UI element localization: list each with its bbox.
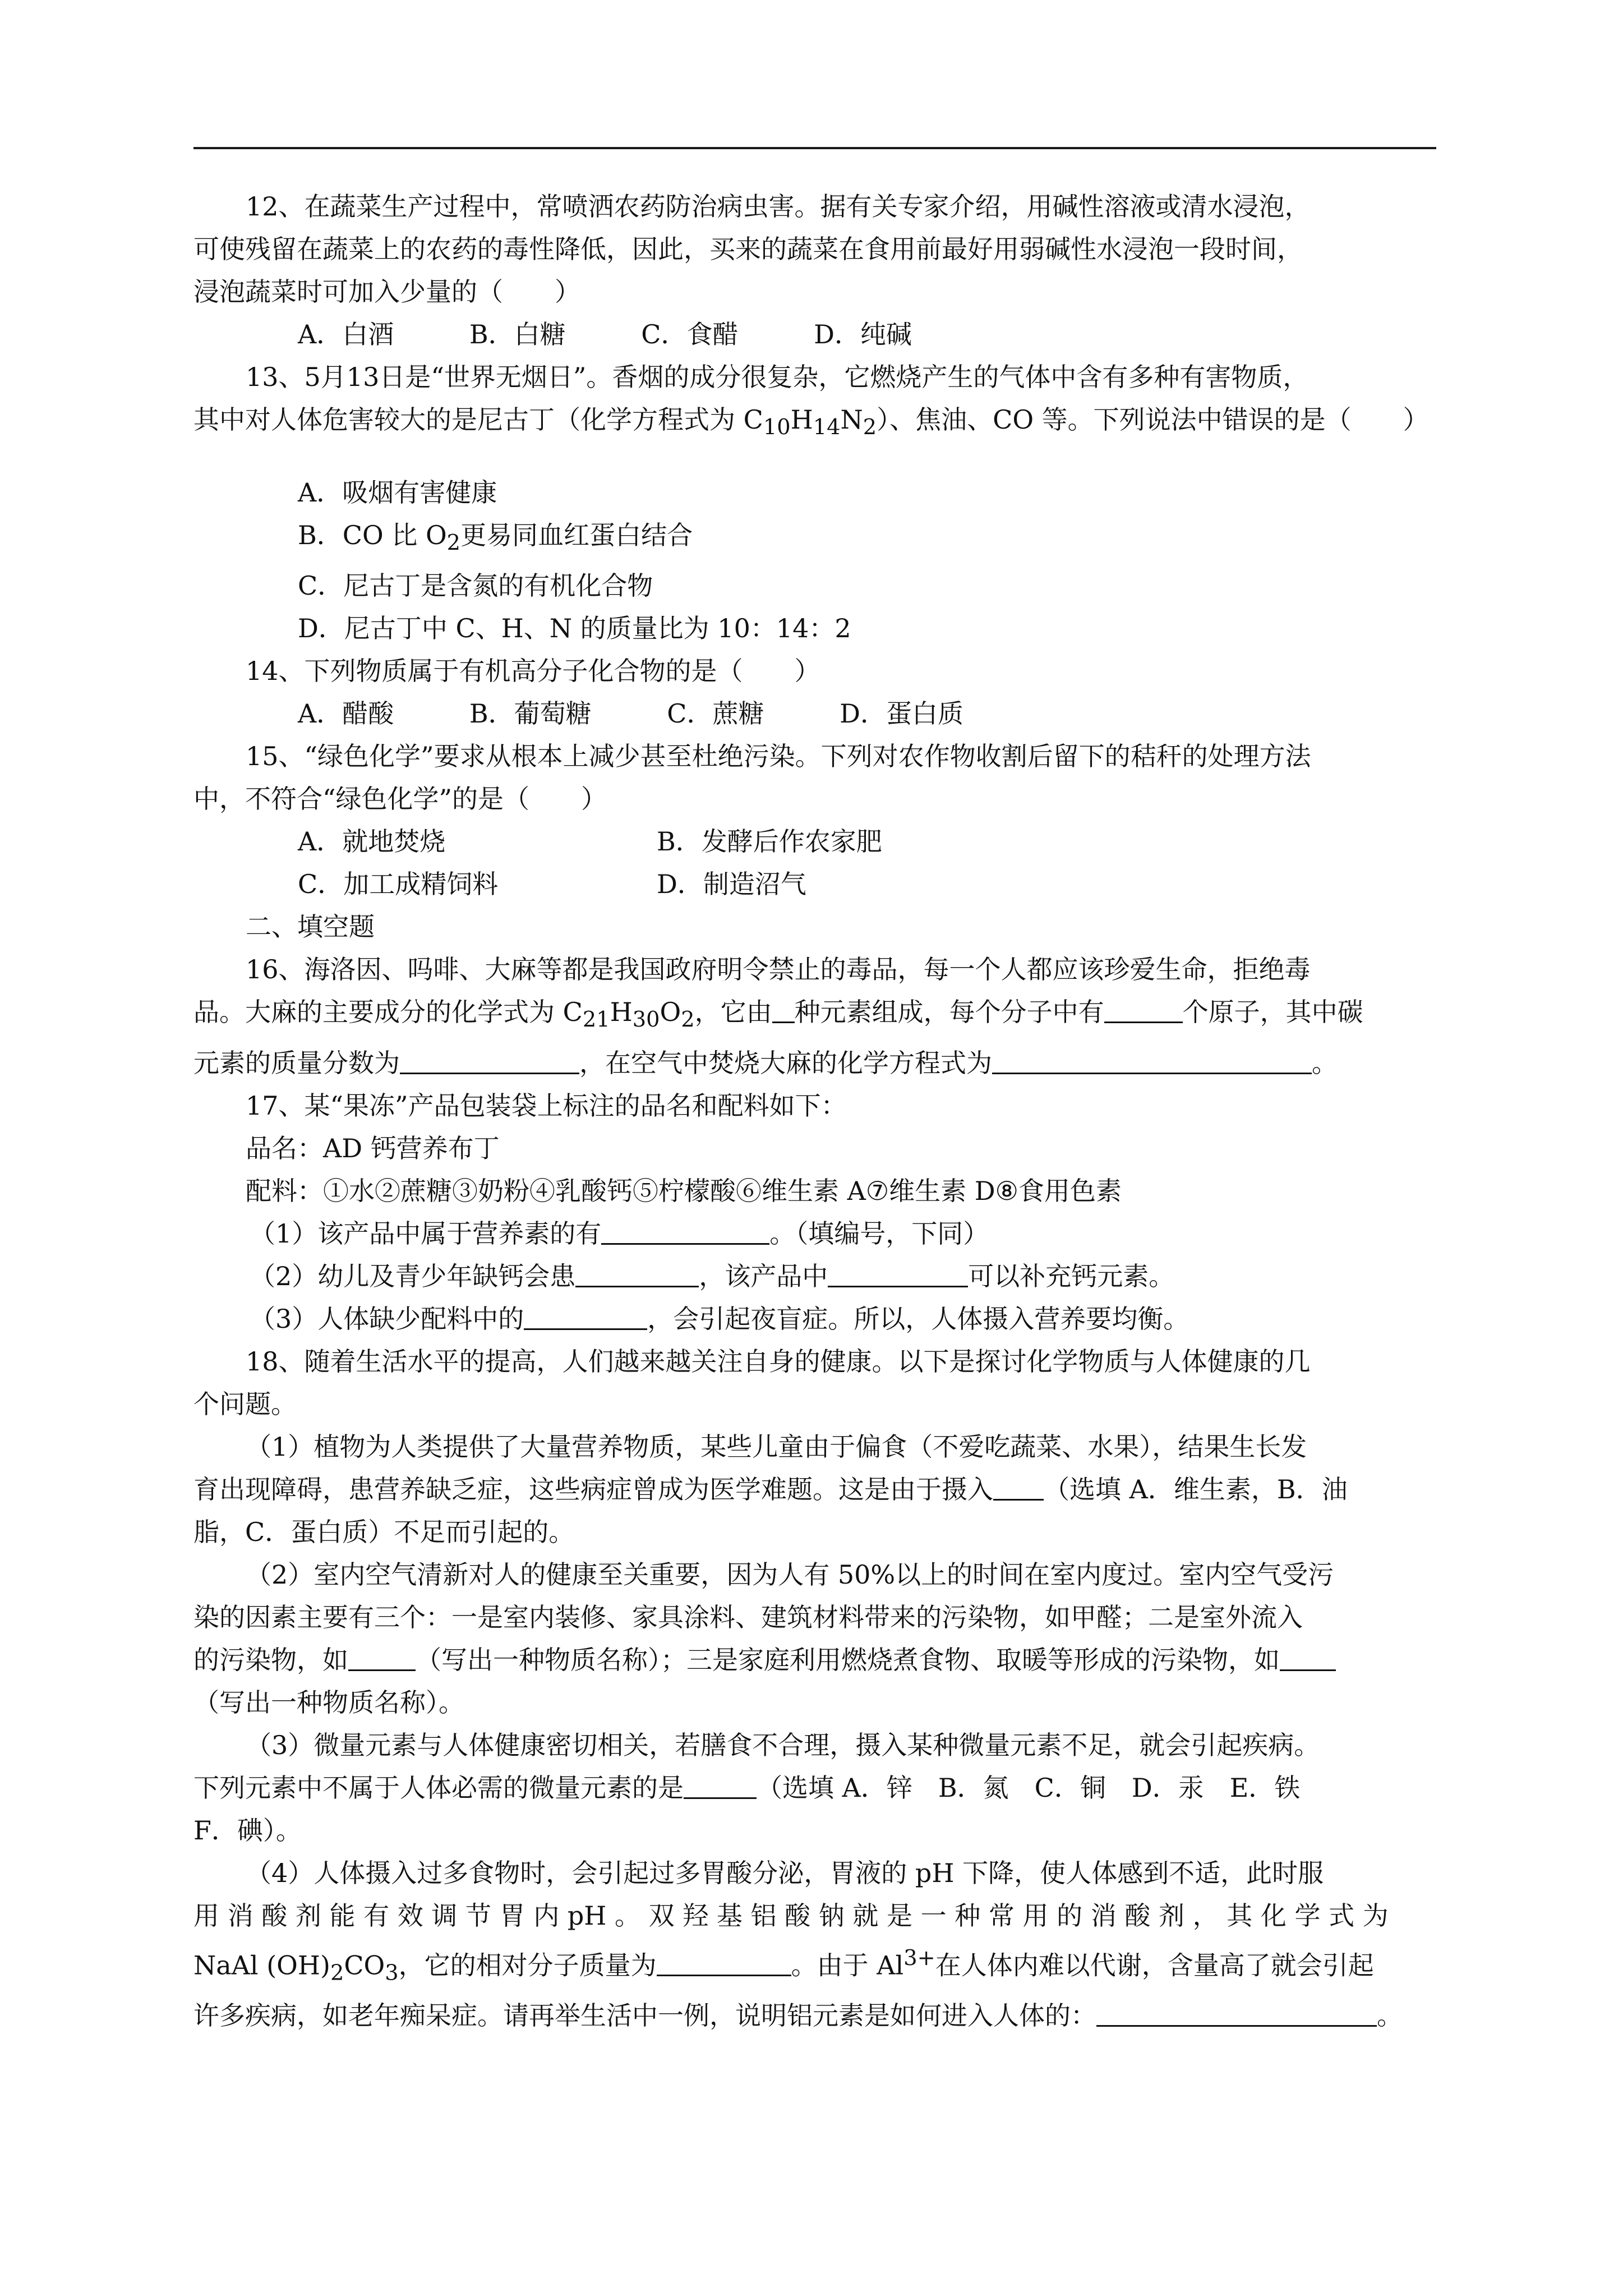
header-rule [193, 147, 1436, 149]
question-13 [193, 356, 1436, 650]
q17-blank-1[interactable] [601, 1217, 769, 1245]
q15-options-row1 [193, 820, 1436, 863]
q17-blank-2b[interactable] [828, 1260, 968, 1287]
q15-line1: 15、“绿色化学”要求从根本上减少甚至杜绝污染。下列对农作物收割后留下的秸秆的处理方法 [246, 741, 1311, 772]
q18-p2-line1: （2）室内空气清新对人的健康至关重要，因为人有 50%以上的时间在室内度过。室内空气受污 [246, 1559, 1334, 1590]
q13-option-b: B．CO 比 $O_2$更易同血红蛋白结合 [298, 520, 693, 556]
q12-option-b: B．白糖 [469, 319, 566, 349]
q18-line2: 个问题。 [193, 1388, 297, 1419]
q18-p4-line2: 用 消 酸 剂 能 有 效 调 节 胃 内 pH 。 双 羟 基 铝 酸 钠 就 是 一 种 常 用 的 消 酸 剂 ， 其 化 学 式 为 [193, 1900, 1389, 1931]
q16-blank-mass-fraction[interactable] [400, 1047, 579, 1074]
q18-p2-line2: 染的因素主要有三个：一是室内装修、家具涂料、建筑材料带来的污染物，如甲醛；二是室外流入 [193, 1602, 1303, 1632]
q13-line1: 13、5月13日是“世界无烟日”。香烟的成分很复杂，它燃烧产生的气体中含有多种有害物质， [246, 362, 1309, 392]
q15-option-d: D．制造沼气 [657, 869, 806, 900]
q18-blank-1[interactable] [993, 1473, 1044, 1501]
q18-p4-line4: 许多疾病，如老年痴呆症。请再举生活中一例，说明铝元素是如何进入人体的： 。 [193, 2000, 1403, 2031]
q18-p1-line1: （1）植物为人类提供了大量营养物质，某些儿童由于偏食（不爱吃蔬菜、水果），结果生长发 [246, 1431, 1307, 1462]
q16-blank-atoms[interactable] [1104, 996, 1183, 1023]
q16-line3: 元素的质量分数为 ，在空气中焚烧大麻的化学方程式为 。 [193, 1047, 1338, 1078]
q17-product-name: 品名：AD 钙营养布丁 [246, 1133, 500, 1163]
q15-line2: 中，不符合“绿色化学”的是（ ） [193, 784, 607, 815]
q18-p2-line4: （写出一种物质名称）。 [193, 1687, 464, 1718]
q17-blank-3[interactable] [524, 1303, 647, 1330]
q17-blank-2a[interactable] [575, 1260, 699, 1287]
q16-line2: 品。大麻的主要成分的化学式为 $C_{21}H_{30}O_2$，它由 种元素组成，每个分子中有 个原子，其中碳 [193, 997, 1363, 1033]
q18-p4-line1: （4）人体摄入过多食物时，会引起过多胃酸分泌，胃液的 pH 下降，使人体感到不适，此时服 [246, 1857, 1324, 1888]
q12-option-a: A．白酒 [298, 319, 394, 349]
q18-p1-line3: 脂，C．蛋白质）不足而引起的。 [193, 1516, 575, 1547]
q12-line1: 12、在蔬菜生产过程中，常喷洒农药防治病虫害。据有关专家介绍，用碱性溶液或清水浸泡， [246, 191, 1311, 222]
q17-sub1: （1）该产品中属于营养素的有 。（填编号，下同） [250, 1218, 989, 1249]
q17-sub2: （2）幼儿及青少年缺钙会患 ，该产品中 可以补充钙元素。 [250, 1260, 1175, 1291]
q14-option-a: A．醋酸 [298, 698, 394, 729]
document-body [193, 185, 1436, 2037]
q14-option-d: D．蛋白质 [840, 698, 964, 729]
question-16 [193, 948, 1436, 1084]
q14-option-b: B．葡萄糖 [469, 698, 592, 729]
q15-options-row2 [193, 863, 1436, 905]
q12-line2: 可使残留在蔬菜上的农药的毒性降低，因此，买来的蔬菜在食用前最好用弱碱性水浸泡一段时间， [193, 234, 1303, 264]
q17-sub3: （3）人体缺少配料中的 ，会引起夜盲症。所以，人体摄入营养要均衡。 [250, 1303, 1189, 1334]
question-14 [193, 650, 1436, 735]
q16-blank-equation[interactable] [992, 1047, 1312, 1074]
q12-option-c: C．食醋 [641, 319, 739, 349]
q12-line3: 浸泡蔬菜时可加入少量的（ ） [193, 277, 580, 307]
q12-option-d: D．纯碱 [814, 319, 912, 349]
q17-ingredients: 配料：①水②蔗糖③奶粉④乳酸钙⑤柠檬酸⑥维生素 A⑦维生素 D⑧食用色素 [246, 1175, 1122, 1206]
q13-option-a: A．吸烟有害健康 [298, 477, 497, 508]
q18-p4-line3: NaAl $(OH)_2CO_3$，它的相对分子质量为 。由于 $Al^{3+}$在人体内难以代谢，含量高了就会引起 [193, 1945, 1374, 1986]
question-15 [193, 735, 1436, 905]
q13-line2: 其中对人体危害较大的是尼古丁（化学方程式为 $C_{10}H_{14}N_2$）、焦油、CO 等。下列说法中错误的是（ ） [193, 404, 1429, 440]
q15-option-b: B．发酵后作农家肥 [657, 826, 882, 857]
question-17 [193, 1084, 1436, 1340]
q16-blank-elements[interactable] [772, 996, 795, 1023]
q18-p3-line3: F．碘）。 [193, 1815, 302, 1846]
q18-p1-line2: 育出现障碍，患营养缺乏症，这些病症曾成为医学难题。这是由于摄入 （选填 A．维生素，B．油 [193, 1474, 1348, 1504]
q14-option-c: C．蔗糖 [667, 698, 764, 729]
q18-blank-4a[interactable] [657, 1949, 791, 1976]
q14-options [193, 692, 1436, 735]
q16-line1: 16、海洛因、吗啡、大麻等都是我国政府明令禁止的毒品，每一个人都应该珍爱生命，拒绝毒 [246, 954, 1311, 985]
section-heading: 二、填空题 [246, 912, 375, 942]
q13-option-c: C．尼古丁是含氮的有机化合物 [298, 570, 653, 601]
question-12 [193, 185, 1436, 356]
q14-line1: 14、下列物质属于有机高分子化合物的是（ ） [246, 656, 820, 687]
q15-option-a: A．就地焚烧 [298, 826, 446, 857]
question-18 [193, 1340, 1436, 2037]
q18-p3-line1: （3）微量元素与人体健康密切相关，若膳食不合理，摄入某种微量元素不足，就会引起疾病。 [246, 1729, 1320, 1760]
q18-blank-2a[interactable] [348, 1644, 416, 1671]
q15-option-c: C．加工成精饲料 [298, 869, 499, 900]
q18-blank-3[interactable] [684, 1772, 757, 1799]
q12-options [193, 313, 1436, 356]
q18-line1: 18、随着生活水平的提高，人们越来越关注自身的健康。以下是探讨化学物质与人体健康的几 [246, 1346, 1311, 1377]
q18-p3-line2: 下列元素中不属于人体必需的微量元素的是 （选填 A．锌 B．氮 C．铜 D．汞 E．铁 [193, 1772, 1301, 1803]
q18-blank-2b[interactable] [1280, 1644, 1336, 1671]
q18-blank-4b[interactable] [1096, 1999, 1377, 2027]
q18-p2-line3: 的污染物，如 （写出一种物质名称）；三是家庭利用燃烧煮食物、取暖等形成的污染物，如 [193, 1639, 1436, 1681]
q13-option-d: D．尼古丁中 C、H、N 的质量比为 10：14：2 [298, 613, 851, 644]
q17-line1: 17、某“果冻”产品包装袋上标注的品名和配料如下： [246, 1090, 847, 1121]
